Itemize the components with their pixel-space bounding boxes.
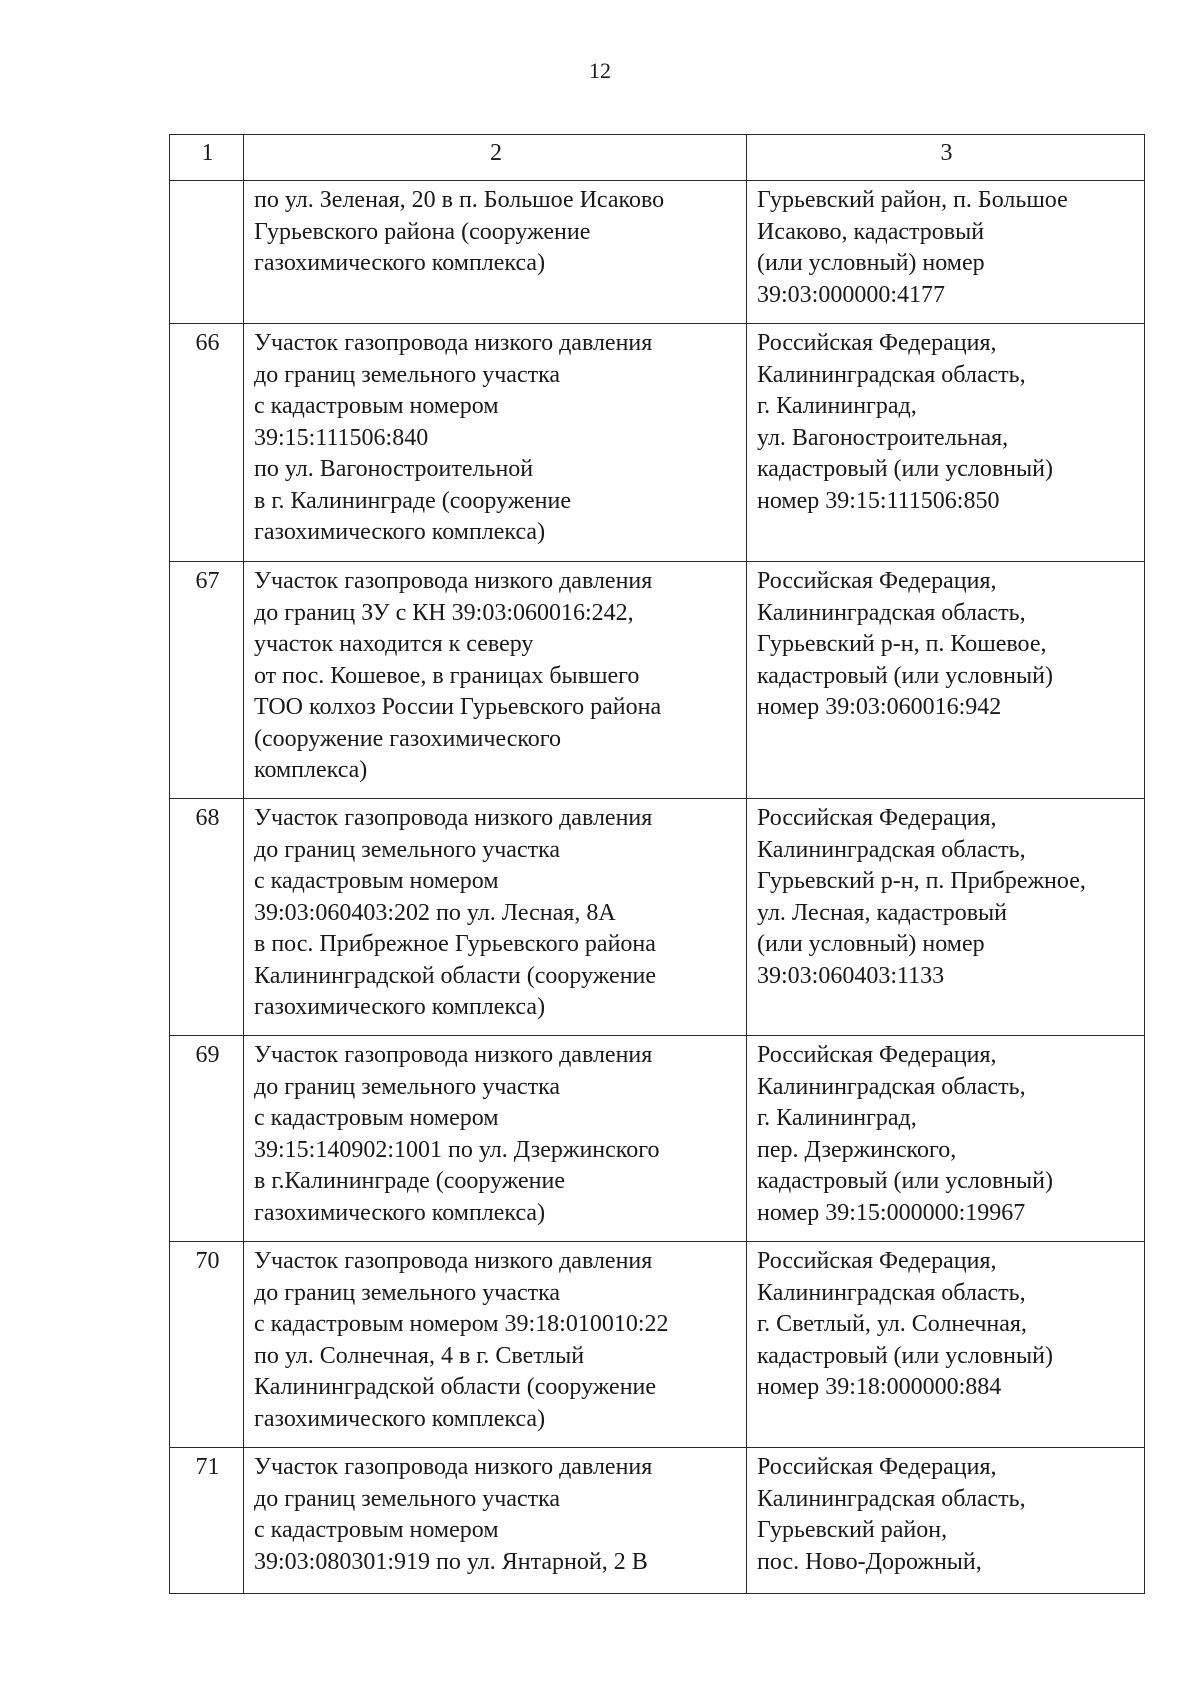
row-number: 69 [170,1036,244,1242]
row-number: 70 [170,1242,244,1448]
object-address: Российская Федерация, Калининградская область, Гурьевский р-н, п. Кошевое, кадастровый (или условный) номер 39:03:060016:942 [747,562,1145,799]
table-row [170,562,1145,799]
table-row [170,1242,1145,1448]
table-row [170,1448,1145,1594]
object-name: Участок газопровода низкого давления до границ земельного участка с кадастровым номером 39:18:010010:22 по ул. Солнечная, 4 в г. Светлый Калининградской области (сооружение газохимического комплекса) [244,1242,747,1448]
object-name: Участок газопровода низкого давления до границ земельного участка с кадастровым номером 39:03:060403:202 по ул. Лесная, 8А в пос. Прибрежное Гурьевского района Калининградской области (сооружение газохимического комплекса) [244,799,747,1036]
object-address: Российская Федерация, Калининградская область, Гурьевский район, пос. Ново-Дорожный, [747,1448,1145,1594]
object-address: Российская Федерация, Калининградская область, г. Калининград, ул. Вагоностроительная, кадастровый (или условный) номер 39:15:111506:850 [747,324,1145,562]
column-header-1: 1 [170,135,244,181]
object-name: Участок газопровода низкого давления до границ ЗУ с КН 39:03:060016:242, участок находится к северу от пос. Кошевое, в границах бывшего ТОО колхоз России Гурьевского района (сооружение газохимического комплекса) [244,562,747,799]
column-header-2: 2 [244,135,747,181]
object-name: Участок газопровода низкого давления до границ земельного участка с кадастровым номером 39:15:111506:840 по ул. Вагоностроительной в г. Калининграде (сооружение газохимического комплекса) [244,324,747,562]
table-row [170,1036,1145,1242]
table-row [170,181,1145,324]
column-header-3: 3 [747,135,1145,181]
row-number [170,181,244,324]
table-header-row [170,135,1145,181]
object-address: Гурьевский район, п. Большое Исаково, кадастровый (или условный) номер 39:03:000000:4177 [747,181,1145,324]
object-name: Участок газопровода низкого давления до границ земельного участка с кадастровым номером 39:03:080301:919 по ул. Янтарной, 2 В [244,1448,747,1594]
page-number: 12 [589,58,611,83]
object-address: Российская Федерация, Калининградская область, Гурьевский р-н, п. Прибрежное, ул. Лесная, кадастровый (или условный) номер 39:03:060403:1133 [747,799,1145,1036]
registry-table [169,134,1145,1594]
row-number: 67 [170,562,244,799]
object-address: Российская Федерация, Калининградская область, г. Светлый, ул. Солнечная, кадастровый (или условный) номер 39:18:000000:884 [747,1242,1145,1448]
row-number: 68 [170,799,244,1036]
row-number: 66 [170,324,244,562]
object-name: по ул. Зеленая, 20 в п. Большое Исаково Гурьевского района (сооружение газохимического комплекса) [244,181,747,324]
table-row [170,799,1145,1036]
object-address: Российская Федерация, Калининградская область, г. Калининград, пер. Дзержинского, кадастровый (или условный) номер 39:15:000000:19967 [747,1036,1145,1242]
row-number: 71 [170,1448,244,1594]
object-name: Участок газопровода низкого давления до границ земельного участка с кадастровым номером 39:15:140902:1001 по ул. Дзержинского в г.Калининграде (сооружение газохимического комплекса) [244,1036,747,1242]
table-row [170,324,1145,562]
